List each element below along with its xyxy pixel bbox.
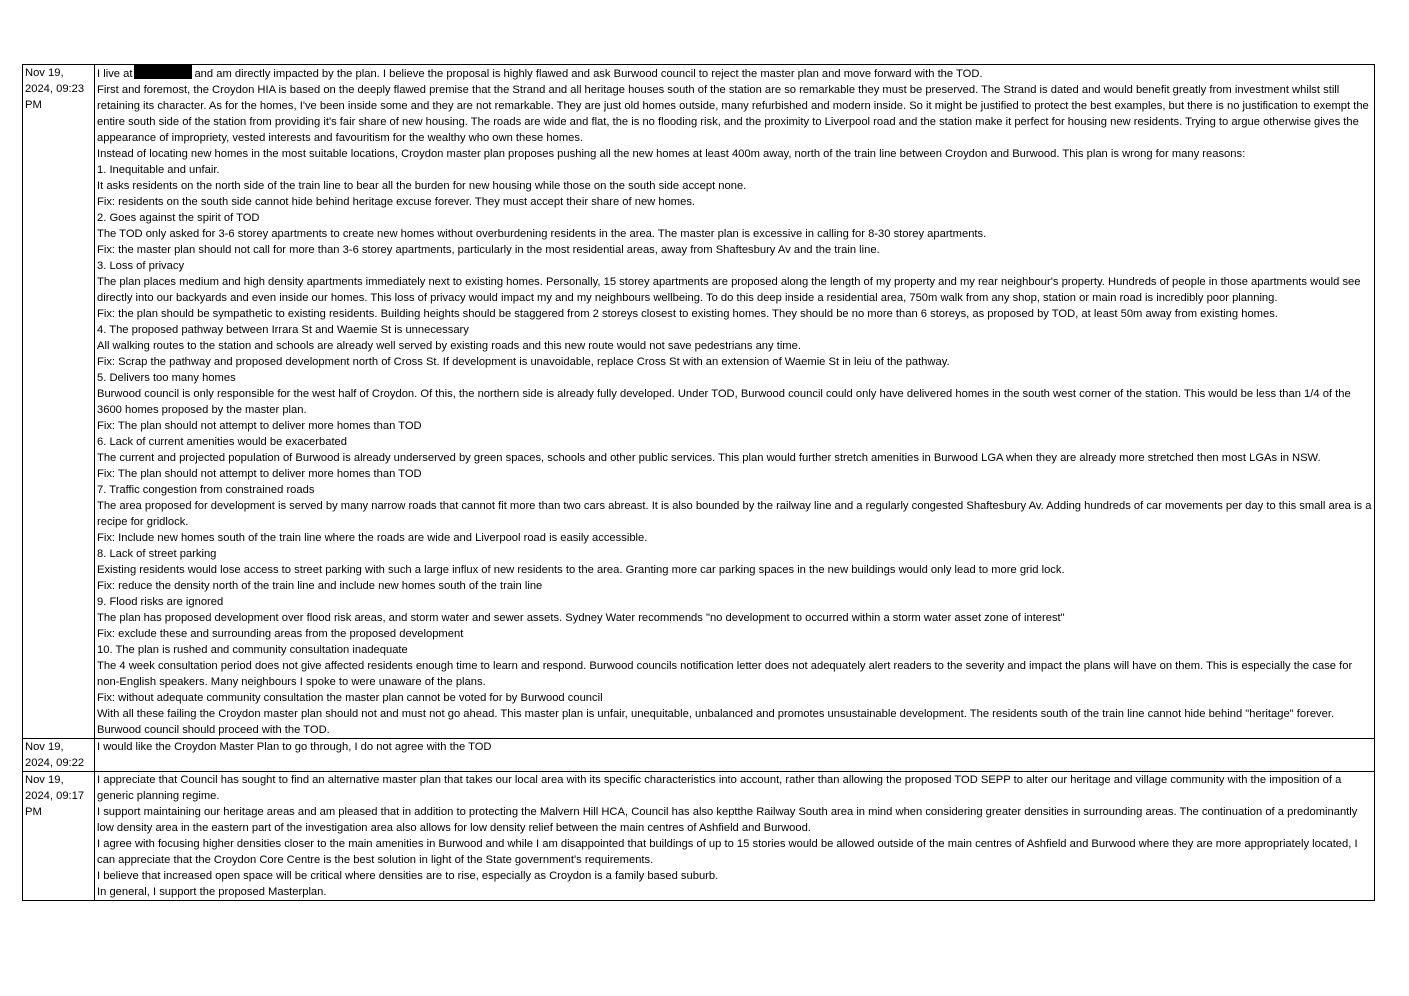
submission-paragraph: 4. The proposed pathway between Irrara St and Waemie St is unnecessary — [97, 324, 469, 336]
submission-paragraph: Fix: the plan should be sympathetic to existing residents. Building heights should be staggered from 2 storeys closest to existing homes. They should be no more than 6 storeys, as proposed by TOD, at least 50m away from existing homes. — [97, 308, 1278, 320]
submission-text — [95, 739, 1375, 772]
submission-paragraph: With all these failing the Croydon master plan should not and must not go ahead. This master plan is unfair, unequitable, unbalanced and promotes unsustainable development. The residents south of the train line cannot hide behind "heritage" forever. Burwood council should proceed with the TOD. — [97, 708, 1335, 736]
submission-paragraph: The 4 week consultation period does not give affected residents enough time to learn and respond. Burwood councils notification letter does not adequately alert readers to the severity and impact the plans will have on them. This is especially the case for non-English speakers. Many neighbours I spoke to were unaware of the plans. — [97, 660, 1353, 688]
submission-date: Nov 19, 2024, 09:17 PM — [23, 772, 95, 901]
submission-date: Nov 19, 2024, 09:22 — [23, 739, 95, 772]
submission-paragraph: I appreciate that Council has sought to find an alternative master plan that takes our local area with its specific characteristics into account, rather than allowing the proposed TOD SEPP to alter our heritage and village community with the imposition of a generic planning regime. — [97, 774, 1342, 802]
submission-paragraph: The TOD only asked for 3-6 storey apartments to create new homes without overburdening residents in the area. The master plan is excessive in calling for 8-30 storey apartments. — [97, 228, 987, 240]
submission-paragraph: 1. Inequitable and unfair. — [97, 164, 220, 176]
submission-paragraph: I agree with focusing higher densities closer to the main amenities in Burwood and while I am disappointed that buildings of up to 15 stories would be allowed outside of the main centres of Ashfield and Burwood where they are more appropriately located, I can appreciate that the Croydon Core Centre is the best solution in light of the State government's requirements. — [97, 838, 1358, 866]
submission-paragraphs — [97, 739, 1373, 755]
submission-paragraph: Fix: reduce the density north of the train line and include new homes south of the train line — [97, 580, 543, 592]
submission-paragraph: Fix: Include new homes south of the train line where the roads are wide and Liverpool road is easily accessible. — [97, 532, 648, 544]
submissions-table — [22, 64, 1375, 901]
submission-paragraph: 7. Traffic congestion from constrained roads — [97, 484, 315, 496]
submission-paragraph: 6. Lack of current amenities would be exacerbated — [97, 436, 347, 448]
submission-paragraph: 10. The plan is rushed and community consultation inadequate — [97, 644, 408, 656]
submission-paragraph: Fix: Scrap the pathway and proposed development north of Cross St. If development is unavoidable, replace Cross St with an extension of Waemie St in leiu of the pathway. — [97, 356, 950, 368]
table-row — [23, 65, 1375, 739]
submission-paragraph: 8. Lack of street parking — [97, 548, 217, 560]
submission-paragraph: 9. Flood risks are ignored — [97, 596, 224, 608]
submission-paragraph: Fix: The plan should not attempt to deliver more homes than TOD — [97, 420, 422, 432]
submission-paragraph: Fix: exclude these and surrounding areas from the proposed development — [97, 628, 464, 640]
submission-paragraph: Fix: residents on the south side cannot hide behind heritage excuse forever. They must accept their share of new homes. — [97, 196, 696, 208]
submission-paragraph: Existing residents would lose access to street parking with such a large influx of new residents to the area. Granting more car parking spaces in the new buildings would only lead to more grid lock. — [97, 564, 1065, 576]
submission-paragraph: 5. Delivers too many homes — [97, 372, 236, 384]
submission-paragraph: I believe that increased open space will be critical where densities are to rise, especially as Croydon is a family based suburb. — [97, 870, 719, 882]
submission-paragraph: The plan places medium and high density apartments immediately next to existing homes. Personally, 15 storey apartments are proposed along the length of my property and my rear neighbour's property. Hundreds of people in those apartments would see directly into our backyards and even inside our homes. This loss of privacy would impact my and my neighbours wellbeing. To do this deep inside a residential area, 750m walk from any shop, station or main road is incredibly poor planning. — [97, 276, 1361, 304]
submission-text — [95, 772, 1375, 901]
table-row — [23, 739, 1375, 772]
submission-paragraph: I support maintaining our heritage areas and am pleased that in addition to protecting the Malvern Hill HCA, Council has also keptthe Railway South area in mind when considering greater densities in surrounding areas. The continuation of a predominantly low density area in the eastern part of the investigation area also allows for low density relief between the main centres of Ashfield and Burwood. — [97, 806, 1358, 834]
submission-paragraph: 2. Goes against the spirit of TOD — [97, 212, 260, 224]
submission-paragraph: I would like the Croydon Master Plan to go through, I do not agree with the TOD — [97, 741, 492, 753]
submission-paragraph: It asks residents on the north side of the train line to bear all the burden for new housing while those on the south side accept none. — [97, 180, 747, 192]
submission-paragraph: The area proposed for development is served by many narrow roads that cannot fit more than two cars abreast. It is also bounded by the railway line and a regularly congested Shaftesbury Av. Adding hundreds of car movements per day to this small area is a recipe for gridlock. — [97, 500, 1372, 528]
submission-paragraph: In general, I support the proposed Masterplan. — [97, 886, 327, 898]
submission-paragraph: The plan has proposed development over flood risk areas, and storm water and sewer assets. Sydney Water recommends "no development to occurred within a storm water asset zone of interest" — [97, 612, 1065, 624]
submission-paragraph: First and foremost, the Croydon HIA is based on the deeply flawed premise that the Strand and all heritage houses south of the station are so remarkable they must be preserved. The Strand is dated and would benefit greatly from investment whilst still retaining its character. As for the homes, I've been inside some and they are not remarkable. They are just old homes outside, many refurbished and modern inside. So it might be justified to protect the best examples, but there is no justification to exempt the entire south side of the station from providing it's fair share of new housing. The roads are wide and flat, the is no flooding risk, and the proximity to Liverpool road and the station make it perfect for housing new residents. Trying to argue otherwise gives the appearance of impropriety, vested interests and favouritism for the wealthy who own these homes. — [97, 84, 1369, 144]
submission-text — [95, 65, 1375, 739]
submission-paragraph: Instead of locating new homes in the most suitable locations, Croydon master plan proposes pushing all the new homes at least 400m away, north of the train line between Croydon and Burwood. This plan is wrong for many reasons: — [97, 148, 1246, 160]
submission-opening-line: I live at and am directly impacted by the plan. I believe the proposal is highly flawed and ask Burwood council to reject the master plan and move forward with the TOD. — [97, 65, 1373, 82]
submission-paragraphs — [97, 82, 1373, 738]
submission-paragraph: The current and projected population of Burwood is already underserved by green spaces, schools and other public services. This plan would further stretch amenities in Burwood LGA when they are already more stretched then most LGAs in NSW. — [97, 452, 1321, 464]
submission-date: Nov 19, 2024, 09:23 PM — [23, 65, 95, 739]
submission-paragraph: Fix: without adequate community consultation the master plan cannot be voted for by Burwood council — [97, 692, 603, 704]
submission-paragraph: 3. Loss of privacy — [97, 260, 185, 272]
submission-paragraph: Burwood council is only responsible for the west half of Croydon. Of this, the northern side is already fully developed. Under TOD, Burwood council could only have delivered homes in the south west corner of the station. This would be less than 1/4 of the 3600 homes proposed by the master plan. — [97, 388, 1351, 416]
submission-paragraphs — [97, 772, 1373, 900]
submission-paragraph: Fix: The plan should not attempt to deliver more homes than TOD — [97, 468, 422, 480]
redacted-address-block — [134, 65, 192, 79]
table-row — [23, 772, 1375, 901]
submission-paragraph: Fix: the master plan should not call for more than 3-6 storey apartments, particularly in the most residential areas, away from Shaftesbury Av and the train line. — [97, 244, 880, 256]
submission-paragraph: All walking routes to the station and schools are already well served by existing roads and this new route would not save pedestrians any time. — [97, 340, 801, 352]
